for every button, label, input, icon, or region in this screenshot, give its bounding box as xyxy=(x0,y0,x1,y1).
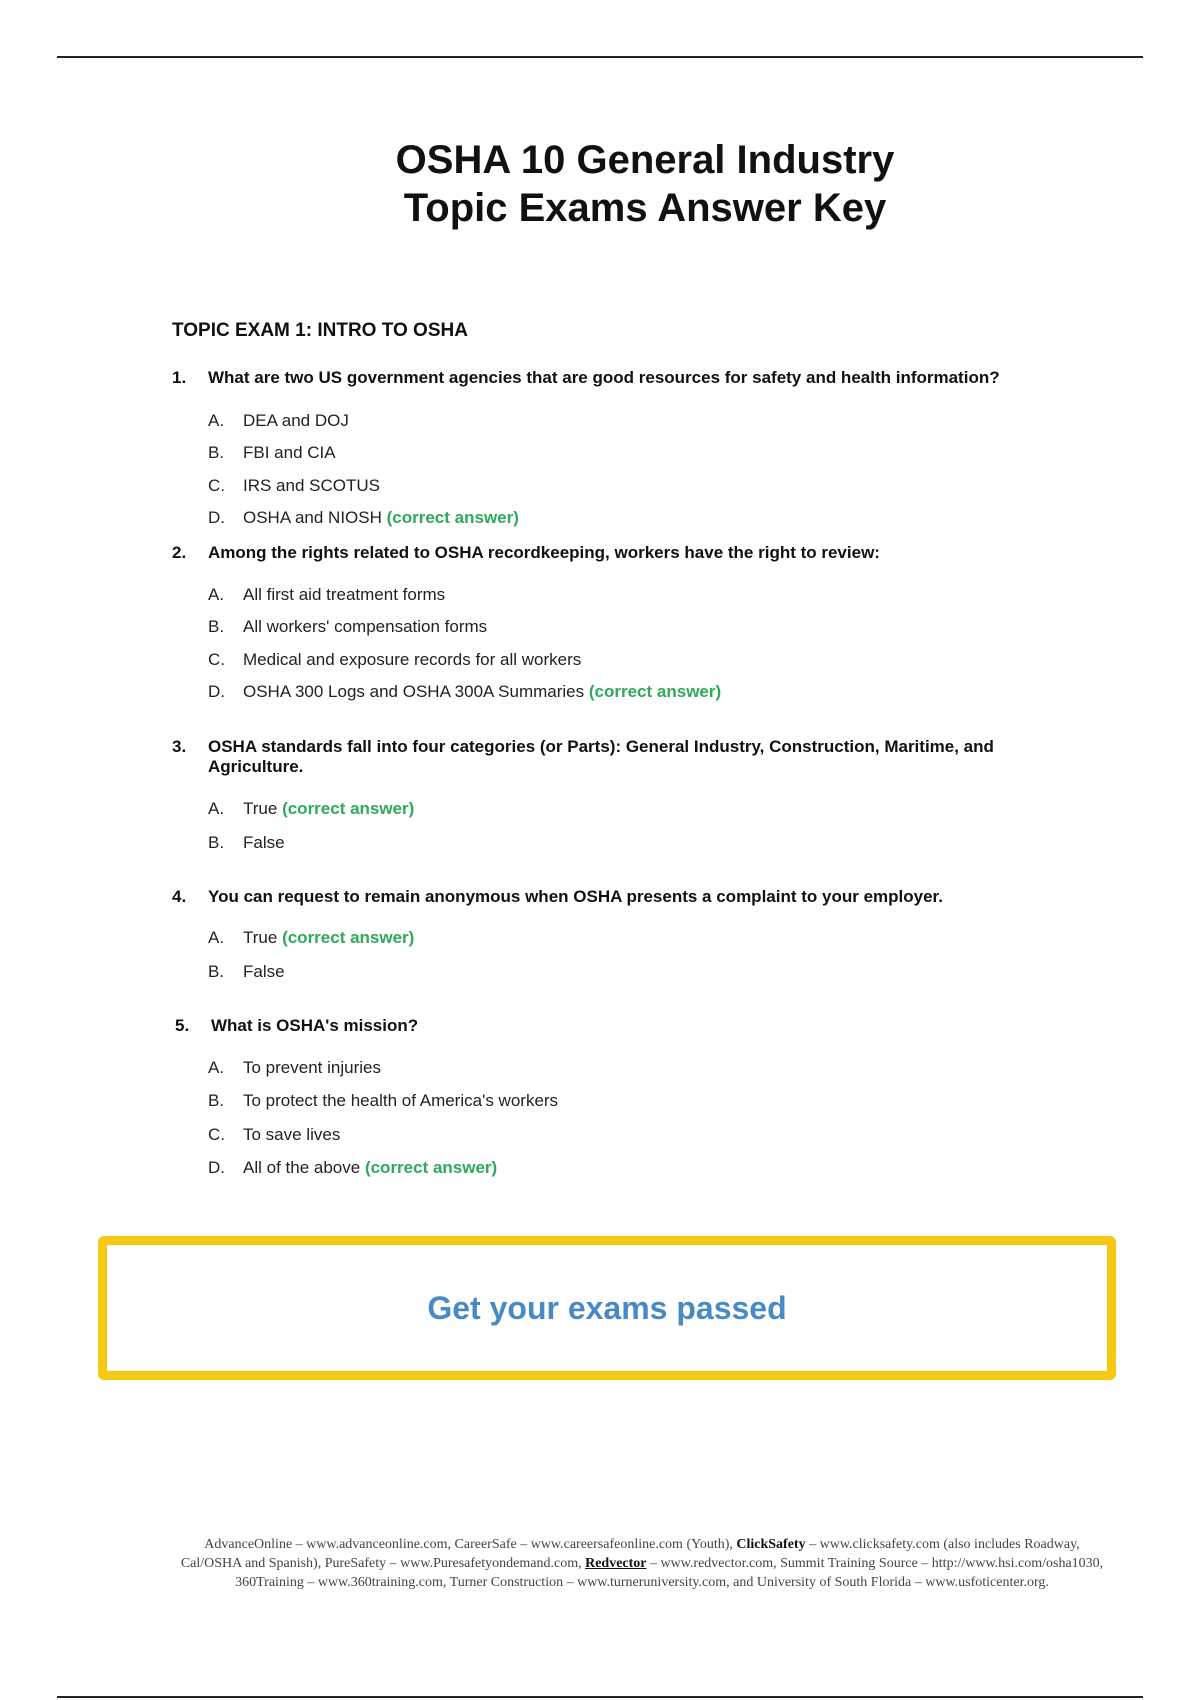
option-5b xyxy=(208,1091,558,1111)
option-letter: D. xyxy=(208,1158,225,1177)
option-letter: C. xyxy=(208,1125,225,1144)
bottom-rule xyxy=(57,1696,1143,1698)
question-number: 2. xyxy=(172,543,187,562)
option-1b xyxy=(208,443,336,463)
option-text: All first aid treatment forms xyxy=(243,585,446,604)
option-1d xyxy=(208,508,519,528)
title-line-2: Topic Exams Answer Key xyxy=(403,186,887,230)
option-letter: D. xyxy=(208,682,225,701)
option-text: All of the above xyxy=(243,1158,361,1177)
section-heading: TOPIC EXAM 1: INTRO TO OSHA xyxy=(172,320,468,341)
option-5c xyxy=(208,1125,340,1145)
option-letter: B. xyxy=(208,1091,225,1110)
option-3a xyxy=(208,799,414,819)
option-letter: B. xyxy=(208,617,225,636)
option-letter: C. xyxy=(208,650,225,669)
option-text: Medical and exposure records for all workers xyxy=(243,650,582,669)
option-text: To protect the health of America's workers xyxy=(243,1091,559,1110)
option-letter: B. xyxy=(208,443,225,462)
option-1a xyxy=(208,411,349,431)
question-text: You can request to remain anonymous when OSHA presents a complaint to your employer. xyxy=(208,887,943,906)
option-5a xyxy=(208,1058,381,1078)
promo-text[interactable]: Get your exams passed xyxy=(427,1289,787,1326)
option-text: IRS and SCOTUS xyxy=(243,476,380,495)
option-letter: A. xyxy=(208,585,225,604)
top-rule xyxy=(57,56,1143,58)
option-text: OSHA 300 Logs and OSHA 300A Summaries xyxy=(243,682,585,701)
option-1c xyxy=(208,476,380,496)
option-text: False xyxy=(243,833,285,852)
option-text: False xyxy=(243,962,285,981)
option-4a xyxy=(208,928,414,948)
option-text: OSHA and NIOSH xyxy=(243,508,382,527)
option-text: True xyxy=(243,799,278,818)
question-5 xyxy=(175,1016,1075,1036)
footer-text-1: AdvanceOnline – www.advanceonline.com, CareerSafe – www.careersafeonline.com (Youth), xyxy=(204,1537,733,1552)
document-title xyxy=(0,136,1200,232)
question-2 xyxy=(172,543,1072,563)
question-text: What is OSHA's mission? xyxy=(211,1016,419,1035)
question-text: OSHA standards fall into four categories (or Parts): General Industry, Construction, Maritime, and Agriculture. xyxy=(208,737,994,776)
option-text: DEA and DOJ xyxy=(243,411,349,430)
option-2d xyxy=(208,682,721,702)
option-letter: B. xyxy=(208,962,225,981)
footer-redvector-link[interactable]: Redvector xyxy=(585,1556,647,1571)
question-3 xyxy=(172,737,1072,777)
footer-sources xyxy=(172,1535,1112,1592)
question-number: 4. xyxy=(172,887,187,906)
question-number: 3. xyxy=(172,737,187,756)
question-4 xyxy=(172,887,1072,907)
option-letter: A. xyxy=(208,799,225,818)
option-letter: B. xyxy=(208,833,225,852)
option-5d xyxy=(208,1158,497,1178)
question-1 xyxy=(172,368,1072,388)
option-2b xyxy=(208,617,487,637)
correct-answer-label: (correct answer) xyxy=(282,928,415,947)
option-text: To prevent injuries xyxy=(243,1058,381,1077)
title-line-1: OSHA 10 General Industry xyxy=(395,138,895,182)
correct-answer-label: (correct answer) xyxy=(588,682,722,701)
option-text: True xyxy=(243,928,278,947)
option-3b xyxy=(208,833,285,853)
question-text: What are two US government agencies that are good resources for safety and health information? xyxy=(208,368,1000,387)
question-number: 5. xyxy=(175,1016,190,1035)
option-text: FBI and CIA xyxy=(243,443,336,462)
option-letter: A. xyxy=(208,928,225,947)
correct-answer-label: (correct answer) xyxy=(386,508,519,527)
question-number: 1. xyxy=(172,368,187,387)
promo-banner[interactable] xyxy=(98,1236,1116,1380)
option-letter: C. xyxy=(208,476,225,495)
option-text: All workers' compensation forms xyxy=(243,617,488,636)
question-text: Among the rights related to OSHA recordkeeping, workers have the right to review: xyxy=(208,543,880,562)
correct-answer-label: (correct answer) xyxy=(282,799,415,818)
footer-text-2: – www.clicksafety.com (also includes Roadway, Cal/OSHA and Spanish), PureSafety – www.Puresafetyondemand.com, xyxy=(180,1537,1080,1571)
option-letter: A. xyxy=(208,411,225,430)
correct-answer-label: (correct answer) xyxy=(364,1158,498,1177)
option-text: To save lives xyxy=(243,1125,341,1144)
option-2c xyxy=(208,650,581,670)
option-4b xyxy=(208,962,285,982)
option-2a xyxy=(208,585,445,605)
option-letter: A. xyxy=(208,1058,225,1077)
footer-text-3: – www.redvector.com, Summit Training Source – http://www.hsi.com/osha1030, 360Training – www.360training.com, Turner Construction – www.turneruniversity.com, and University of South Florida – www.usfoticenter.org. xyxy=(235,1556,1104,1590)
option-letter: D. xyxy=(208,508,225,527)
footer-clicksafety: ClickSafety xyxy=(736,1537,806,1552)
